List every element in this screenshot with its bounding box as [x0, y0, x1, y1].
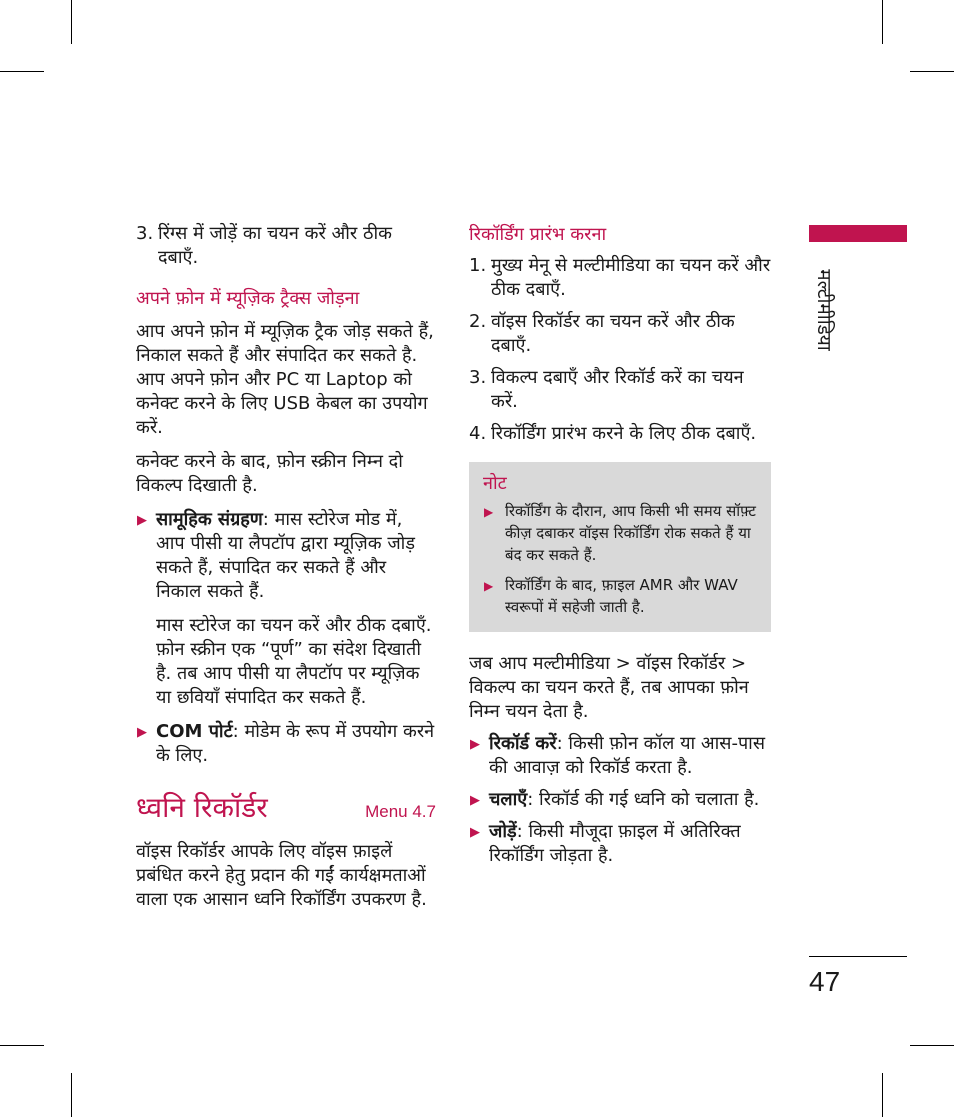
note-text: रिकॉर्डिंग के दौरान, आप किसी भी समय सॉफ़्ट कीज़ दबाकर वॉइस रिकॉर्डिंग रोक सकते हैं या बंद कर सकते हैं. — [505, 502, 756, 564]
numbered-step — [469, 310, 771, 358]
bullet-term: COM पोर्ट — [156, 721, 233, 742]
bullet-item — [469, 820, 771, 868]
numbered-step — [469, 254, 771, 302]
bullet-item — [136, 508, 436, 710]
crop-mark — [910, 1045, 954, 1046]
crop-mark — [0, 1045, 44, 1046]
step-number: 4. — [469, 423, 487, 444]
triangle-right-icon: ▶ — [470, 825, 480, 840]
bullet-term: सामूहिक संग्रहण — [156, 509, 263, 530]
step-text: रिंग्स में जोड़ें का चयन करें और ठीक दबाएँ. — [158, 223, 392, 268]
paragraph: आप अपने फ़ोन में म्यूज़िक ट्रैक जोड़ सकते हैं, निकाल सकते हैं और संपादित कर सकते है. आप अपने फ़ोन और PC या Laptop को कनेक्ट करने के लिए USB केबल का उपयोग करें. — [136, 321, 434, 438]
section-label-text: मल्टीमीडिया — [813, 269, 835, 351]
page-heading: ध्वनि रिकॉर्डर — [136, 791, 268, 824]
step-number: 1. — [469, 255, 487, 276]
bullet-item — [469, 732, 771, 780]
bullet-continuation: मास स्टोरेज का चयन करें और ठीक दबाएँ. फ़ोन स्क्रीन एक “पूर्ण” का संदेश दिखाती है. तब आप पीसी या लैपटॉप पर म्यूज़िक या छवियाँ संपादित कर सकते हैं. — [156, 615, 432, 708]
bullet-item — [469, 788, 771, 812]
note-box — [469, 462, 771, 632]
step-text: रिकॉर्डिंग प्रारंभ करने के लिए ठीक दबाएँ. — [491, 423, 757, 444]
section-subheading: अपने फ़ोन में म्यूज़िक ट्रैक्स जोड़ना — [136, 288, 360, 309]
section-subheading: रिकॉर्डिंग प्रारंभ करना — [469, 224, 607, 245]
bullet-term: चलाएँ — [489, 789, 528, 810]
bullet-text: : मोडेम के रूप में उपयोग करने के लिए. — [156, 721, 435, 766]
step-number: 3. — [136, 223, 154, 244]
bullet-text: : रिकॉर्ड की गई ध्वनि को चलाता है. — [527, 789, 760, 810]
page-number: 47 — [809, 966, 841, 997]
note-item — [483, 500, 759, 566]
bullet-text: : किसी फ़ोन कॉल या आस-पास की आवाज़ को रिकॉर्ड करता है. — [489, 733, 766, 778]
bullet-term: जोड़ें — [489, 821, 517, 842]
page-number-rule — [809, 956, 907, 957]
step-text: वॉइस रिकॉर्डर का चयन करें और ठीक दबाएँ. — [491, 311, 735, 356]
triangle-right-icon: ▶ — [484, 579, 494, 593]
note-text: रिकॉर्डिंग के बाद, फ़ाइल AMR और WAV स्वरूपों में सहेजी जाती है. — [505, 576, 738, 616]
numbered-step — [469, 366, 771, 414]
menu-reference: Menu 4.7 — [365, 802, 436, 821]
note-title: नोट — [483, 473, 507, 494]
crop-mark — [71, 1073, 72, 1117]
middle-column — [469, 222, 771, 868]
paragraph: कनेक्ट करने के बाद, फ़ोन स्क्रीन निम्न दो विकल्प दिखाती है. — [136, 451, 403, 496]
heading-row — [136, 790, 436, 830]
bullet-text: : मास स्टोरेज मोड में, आप पीसी या लैपटॉप द्वारा म्यूज़िक जोड़ सकते हैं, संपादित कर सकते हैं और निकाल सकते हैं. — [156, 509, 415, 602]
left-column — [136, 222, 436, 912]
crop-mark — [71, 0, 72, 44]
crop-mark — [910, 71, 954, 72]
crop-mark — [0, 71, 44, 72]
note-item — [483, 574, 759, 618]
section-tab-marker — [809, 225, 907, 242]
step-text: विकल्प दबाएँ और रिकॉर्ड करें का चयन करें. — [491, 367, 744, 412]
numbered-step — [136, 222, 436, 270]
crop-mark — [882, 1073, 883, 1117]
step-text: मुख्य मेनू से मल्टीमीडिया का चयन करें और ठीक दबाएँ. — [491, 255, 771, 300]
bullet-item — [136, 720, 436, 768]
triangle-right-icon: ▶ — [470, 793, 480, 808]
crop-mark — [882, 0, 883, 44]
paragraph: वॉइस रिकॉर्डर आपके लिए वॉइस फ़ाइलें प्रबंधित करने हेतु प्रदान की गईं कार्यक्षमताओं वाला एक आसान ध्वनि रिकॉर्डिंग उपकरण है. — [136, 841, 427, 910]
bullet-text: : किसी मौजूदा फ़ाइल में अतिरिक्त रिकॉर्डिंग जोड़ता है. — [489, 821, 741, 866]
triangle-right-icon: ▶ — [484, 505, 494, 519]
section-side-label — [795, 250, 855, 370]
triangle-right-icon: ▶ — [470, 737, 480, 752]
paragraph: जब आप मल्टीमीडिया > वॉइस रिकॉर्डर > विकल्प का चयन करते हैं, तब आपका फ़ोन निम्न चयन देता है. — [469, 653, 749, 722]
triangle-right-icon: ▶ — [137, 513, 147, 528]
numbered-step — [469, 422, 771, 446]
triangle-right-icon: ▶ — [137, 725, 147, 740]
step-number: 3. — [469, 367, 487, 388]
bullet-term: रिकॉर्ड करें — [489, 733, 557, 754]
step-number: 2. — [469, 311, 487, 332]
